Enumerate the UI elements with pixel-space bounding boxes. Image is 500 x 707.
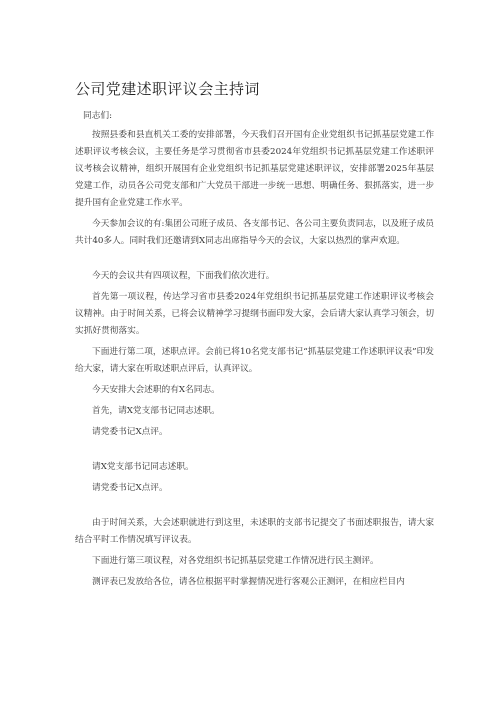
paragraph: 测评表已发放给各位，请各位根据平时掌握情况进行客观公正测评，在相应栏目内 bbox=[92, 577, 405, 587]
document-title: 公司党建述职评议会主持词 bbox=[75, 80, 260, 98]
paragraph: 由于时间关系，大会述职就进行到这里，未述职的支部书记提交了书面述职报告，请大家结合平时工作情况填写评议表。 bbox=[75, 518, 434, 545]
paragraph: 下面进行第二项，述职点评。会前已将10名党支部书记“抓基层党建工作述职评议表”印发给大家，请大家在听取述职点评后，认真评议。 bbox=[75, 347, 434, 374]
paragraph: 请党委书记X点评。 bbox=[92, 483, 168, 493]
paragraph: 首先第一项议程，传达学习省市县委2024年党组织书记抓基层党建工作述职评议考核会议精神。由于时间关系，已将会议精神学习提纲书面印发大家，会后请大家认真学习领会，切实抓好贯彻落实。 bbox=[75, 292, 434, 336]
paragraph: 请党委书记X点评。 bbox=[92, 427, 168, 437]
salutation: 同志们: bbox=[83, 111, 112, 121]
paragraph: 今天安排大会述职的有X名同志。 bbox=[92, 385, 220, 395]
paragraph: 按照县委和县直机关工委的安排部署，今天我们召开国有企业党组织书记抓基层党建工作述职评议考核会议，主要任务是学习贯彻省市县委2024年党组织书记抓基层党建工作述职评议考核会议精神，组织开展国有企业党组织书记抓基层党建述职评议，安排部署2025年基层党建工作，动员各公司党支部和广大党员干部进一步统一思想、明确任务、狠抓落实，进一步提升国有企业党建工作水平。 bbox=[75, 130, 434, 208]
paragraph: 今天的会议共有四项议程，下面我们依次进行。 bbox=[92, 271, 275, 281]
paragraph: 请X党支部书记同志述职。 bbox=[92, 462, 194, 472]
paragraph: 首先，请X党支部书记同志述职。 bbox=[92, 406, 220, 416]
paragraph: 今天参加会议的有:集团公司班子成员、各支部书记、各公司主要负责同志，以及班子成员共计40多人。同时我们还邀请到X同志出席指导今天的会议，大家以热烈的掌声欢迎。 bbox=[75, 219, 434, 246]
document-body bbox=[75, 108, 434, 595]
paragraph: 下面进行第三项议程，对各党组织书记抓基层党建工作情况进行民主测评。 bbox=[92, 556, 379, 566]
